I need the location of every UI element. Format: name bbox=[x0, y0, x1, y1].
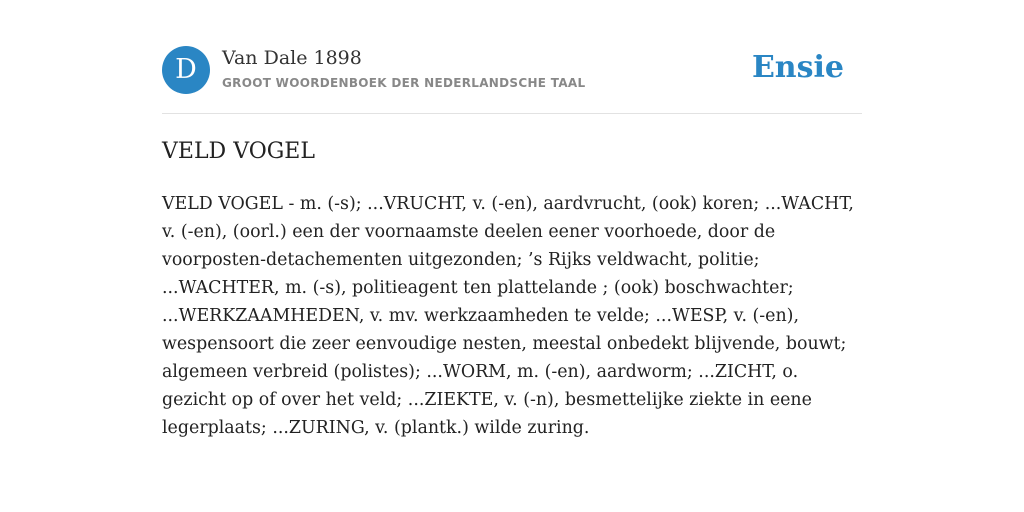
entry-definition: VELD VOGEL - m. (-s); ...VRUCHT, v. (-en), aardvrucht, (ook) koren; ...WACHT, v. (-en), (oorl.) een der voornaamste deelen eener voorhoede, door de voorposten-detachementen uitgezonden; ’s Rijks veldwacht, politie; ...WACHTER, m. (-s), politieagent ten plattelande ; (ook) boschwachter; ...WERKZAAMHEDEN, v. mv. werkzaamheden te velde; ...WESP, v. (-en), wespensoort die zeer eenvoudige nesten, meestal onbedekt blijvende, bouwt; algemeen verbreid (polistes); ...WORM, m. (-en), aardworm; ...ZICHT, o. gezicht op of over het veld; ...ZIEKTE, v. (-n), besmettelijke ziekte in eene legerplaats; ...ZURING, v. (plantk.) wilde zuring. bbox=[162, 194, 854, 438]
header bbox=[162, 46, 862, 96]
source-title[interactable]: Van Dale 1898 bbox=[222, 47, 362, 69]
source-subtitle: GROOT WOORDENBOEK DER NEDERLANDSCHE TAAL bbox=[222, 76, 586, 90]
brand-logo[interactable]: Ensie bbox=[751, 50, 844, 85]
header-divider bbox=[162, 113, 862, 114]
source-logo[interactable]: D bbox=[162, 46, 210, 94]
entry-title: VELD VOGEL bbox=[162, 139, 315, 164]
